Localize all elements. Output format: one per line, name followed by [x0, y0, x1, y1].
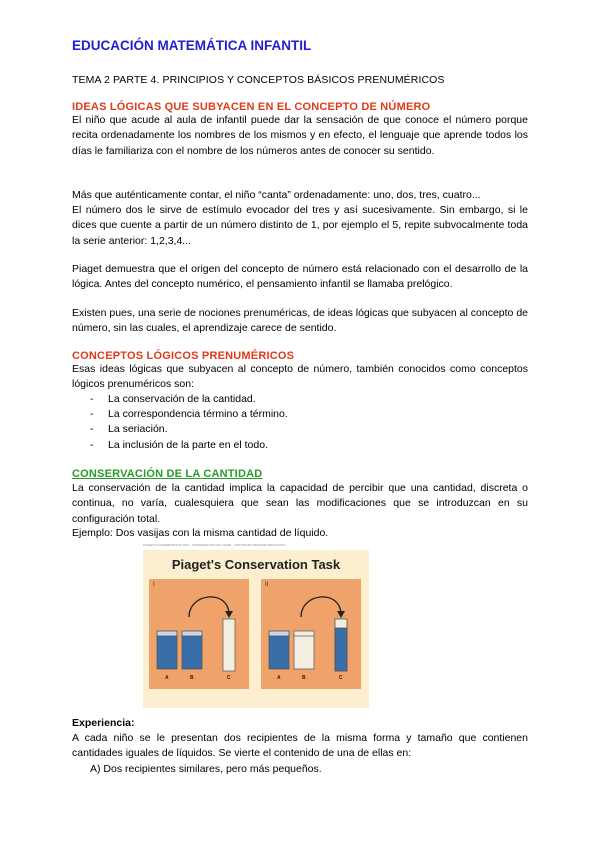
label-a: A [277, 675, 281, 681]
panel-one-number: I [153, 582, 155, 588]
document-title: EDUCACIÓN MATEMÁTICA INFANTIL [72, 38, 312, 53]
panel-one-drawing [149, 579, 249, 689]
list-item: - La correspondencia término a término. [90, 407, 288, 422]
paragraph-numero-dos: El número dos le sirve de estímulo evocador del tres y así sucesivamente. Sin embargo, si le dices que cuente a partir de un número distinto de 1, por ejemplo el 5, repite subvocalmente toda la serie anterior: 1,2,3,4... [72, 204, 528, 247]
panel-two-number: II [265, 582, 269, 588]
container-a [269, 631, 289, 669]
paragraph-canta: Más que auténticamente contar, el niño “canta” ordenadamente: uno, dos, tres, cuatro... [72, 189, 481, 201]
paragraph-nociones: Existen pues, una serie de nociones prenuméricas, de ideas lógicas que subyacen al concepto de número, sin las cuales, el aprendizaje carece de sentido. [72, 307, 528, 335]
heading-conceptos-logicos: CONCEPTOS LÓGICOS PRENUMÉRICOS [72, 350, 295, 362]
paragraph-piaget: Piaget demuestra que el origen del concepto de número está relacionado con el desarrollo de la lógica. Antes del concepto numérico, el pensamiento infantil se llamaba prelógico. [72, 263, 528, 291]
paragraph-conservacion: La conservación de la cantidad implica la capacidad de percibir que una cantidad, discreta o continua, no varía, cualesquiera que sean las modificaciones que se introduzcan en su configuración total. [72, 482, 528, 525]
figure-header: PIAGET'S CONSERVATION TASK · CONSERVATION OF LIQUID · COPYRIGHT PEARSON EDUCATION [143, 543, 369, 550]
container-c [223, 619, 235, 671]
container-b-empty [294, 631, 314, 669]
piaget-conservation-figure [143, 543, 369, 708]
container-a [157, 631, 177, 669]
label-c: C [339, 675, 343, 681]
figure-title: Piaget's Conservation Task [171, 557, 341, 572]
panel-one [149, 579, 249, 689]
list-item: - La conservación de la cantidad. [90, 392, 288, 407]
paragraph-nino-aula: El niño que acude al aula de infantil puede dar la sensación de que conoce el número porque recita ordenadamente los nombres de los mismos y en efecto, el lenguaje que aprende todos los días le familiariza con el nombre de los números antes de conocer su sentido. [72, 114, 528, 157]
panel-two-drawing [261, 579, 361, 689]
paragraph-conceptos-intro: Esas ideas lógicas que subyacen al concepto de número, también conocidos como conceptos lógicos prenuméricos son: [72, 363, 528, 391]
paragraph-experiencia: A cada niño se le presentan dos recipientes de la misma forma y tamaño que contienen cantidades iguales de líquidos. Se vierte el contenido de una de ellas en: [72, 732, 528, 760]
container-c-filled [335, 619, 347, 671]
container-b [182, 631, 202, 669]
list-item: - La inclusión de la parte en el todo. [90, 438, 288, 453]
label-b: B [302, 675, 306, 681]
experiment-option-a: A) Dos recipientes similares, pero más pequeños. [90, 763, 322, 775]
example-text: Ejemplo: Dos vasijas con la misma cantidad de líquido. [72, 527, 329, 539]
heading-conservacion: CONSERVACIÓN DE LA CANTIDAD [72, 468, 263, 480]
document-subtitle: TEMA 2 PARTE 4. PRINCIPIOS Y CONCEPTOS BÁSICOS PRENUMÉRICOS [72, 74, 445, 86]
label-b: B [190, 675, 194, 681]
heading-ideas-logicas: IDEAS LÓGICAS QUE SUBYACEN EN EL CONCEPTO DE NÚMERO [72, 101, 431, 113]
list-item: - La seriación. [90, 422, 288, 437]
label-c: C [227, 675, 231, 681]
heading-experiencia: Experiencia: [72, 717, 135, 729]
concepts-list [90, 392, 288, 453]
panel-two [261, 579, 361, 689]
label-a: A [165, 675, 169, 681]
